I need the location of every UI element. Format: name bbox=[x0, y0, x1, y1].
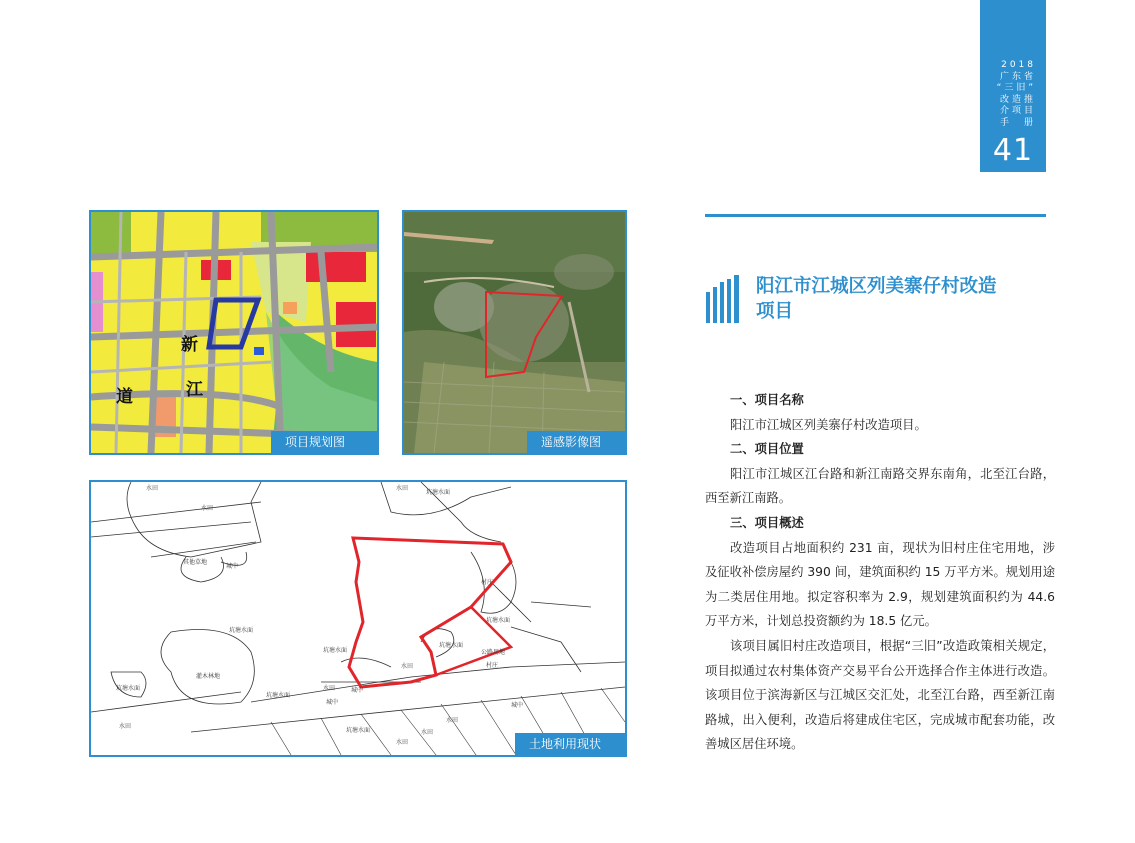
section-paragraph: 该项目属旧村庄改造项目，根据“三旧”改造政策相关规定，项目拟通过农村集体资产交易平台公开选择合作主体进行改造。该项目位于滨海新区与江城区交汇处，北至江台路，西至新江南路城，出入便利，改造后将建成住宅区，完成城市配套功能，改善城区居住环境。 bbox=[705, 638, 1055, 752]
tab-line: 2018 bbox=[1001, 60, 1036, 70]
landuse-label: 公路用地 bbox=[481, 649, 506, 656]
header-tab bbox=[980, 0, 1046, 172]
landuse-label: 城中 bbox=[226, 563, 239, 570]
landuse-label: 坑塘水面 bbox=[426, 489, 451, 496]
tab-line: 手 册 bbox=[999, 117, 1036, 128]
landuse-label: 水田 bbox=[421, 729, 434, 736]
landuse-label: 坑塘水面 bbox=[229, 627, 254, 634]
landuse-label: 坑塘水面 bbox=[323, 647, 348, 654]
landuse-label: 坑塘水面 bbox=[346, 727, 371, 734]
section-heading: 三、项目概述 bbox=[730, 515, 804, 530]
landuse-label: 村庄 bbox=[481, 579, 494, 586]
divider-rule bbox=[705, 214, 1046, 217]
landuse-label: 城中 bbox=[511, 702, 524, 709]
landuse-label: 城中 bbox=[351, 687, 364, 694]
planning-map-caption: 项目规划图 bbox=[271, 431, 377, 453]
landuse-image bbox=[91, 482, 625, 755]
title-line: 阳江市江城区列美寨仔村改造 bbox=[756, 276, 997, 297]
landuse-label: 水田 bbox=[396, 739, 409, 746]
section-paragraph: 阳江市江城区江台路和新江南路交界东南角，北至江台路，西至新江南路。 bbox=[705, 466, 1055, 506]
landuse-label: 水田 bbox=[201, 505, 214, 512]
bars-icon bbox=[705, 275, 745, 323]
tab-line: “三旧” bbox=[996, 83, 1036, 93]
section-heading: 二、项目位置 bbox=[730, 442, 804, 457]
landuse-label: 水田 bbox=[396, 485, 409, 492]
title-line: 项目 bbox=[756, 301, 794, 322]
tab-line: 改造推 bbox=[999, 94, 1036, 105]
page-number: 41 bbox=[992, 133, 1034, 168]
landuse-label: 灌木林地 bbox=[196, 673, 221, 680]
section-heading: 一、项目名称 bbox=[730, 393, 804, 407]
section-paragraph: 改造项目占地面积约 231 亩，现状为旧村庄住宅用地，涉及征收补偿房屋约 390 间，建筑面积约 15 万平方米。规划用途为二类居住用地。拟定容积率为 2.9，规划建筑面积约为 44.6 万平方米，计划总投资额约为 18.5 亿元。 bbox=[705, 540, 1055, 629]
page-title bbox=[756, 274, 1056, 324]
landuse-label: 坑塘水面 bbox=[116, 685, 141, 692]
landuse-label: 城中 bbox=[326, 699, 339, 706]
satellite-map bbox=[402, 210, 627, 455]
landuse-label: 水田 bbox=[119, 723, 132, 730]
landuse-label: 坑塘水面 bbox=[439, 642, 464, 649]
landuse-label: 水田 bbox=[446, 717, 459, 724]
landuse-label: 坑塘水面 bbox=[486, 617, 511, 624]
satellite-image bbox=[404, 212, 625, 453]
landuse-label: 其他草地 bbox=[183, 559, 208, 566]
tab-line: 介项目 bbox=[999, 106, 1036, 116]
tab-line: 广东省 bbox=[999, 71, 1036, 82]
planning-map-image bbox=[91, 212, 377, 453]
landuse-label: 水田 bbox=[401, 663, 414, 670]
section-paragraph: 阳江市江城区列美寨仔村改造项目。 bbox=[730, 417, 927, 432]
landuse-label: 村庄 bbox=[486, 662, 499, 669]
satellite-map-caption: 遥感影像图 bbox=[527, 431, 625, 453]
landuse-label: 水田 bbox=[323, 685, 336, 692]
map-label-xin: 新 bbox=[181, 335, 198, 355]
tab-text bbox=[986, 60, 1036, 129]
project-description bbox=[705, 388, 1055, 757]
landuse-map bbox=[89, 480, 627, 773]
map-label-dao: 道 bbox=[116, 387, 133, 407]
planning-map bbox=[89, 210, 379, 455]
landuse-map-caption: 土地利用现状图 bbox=[515, 733, 625, 755]
landuse-label: 坑塘水面 bbox=[266, 692, 291, 699]
map-label-jiang: 江 bbox=[186, 380, 203, 400]
landuse-label: 水田 bbox=[146, 485, 159, 492]
